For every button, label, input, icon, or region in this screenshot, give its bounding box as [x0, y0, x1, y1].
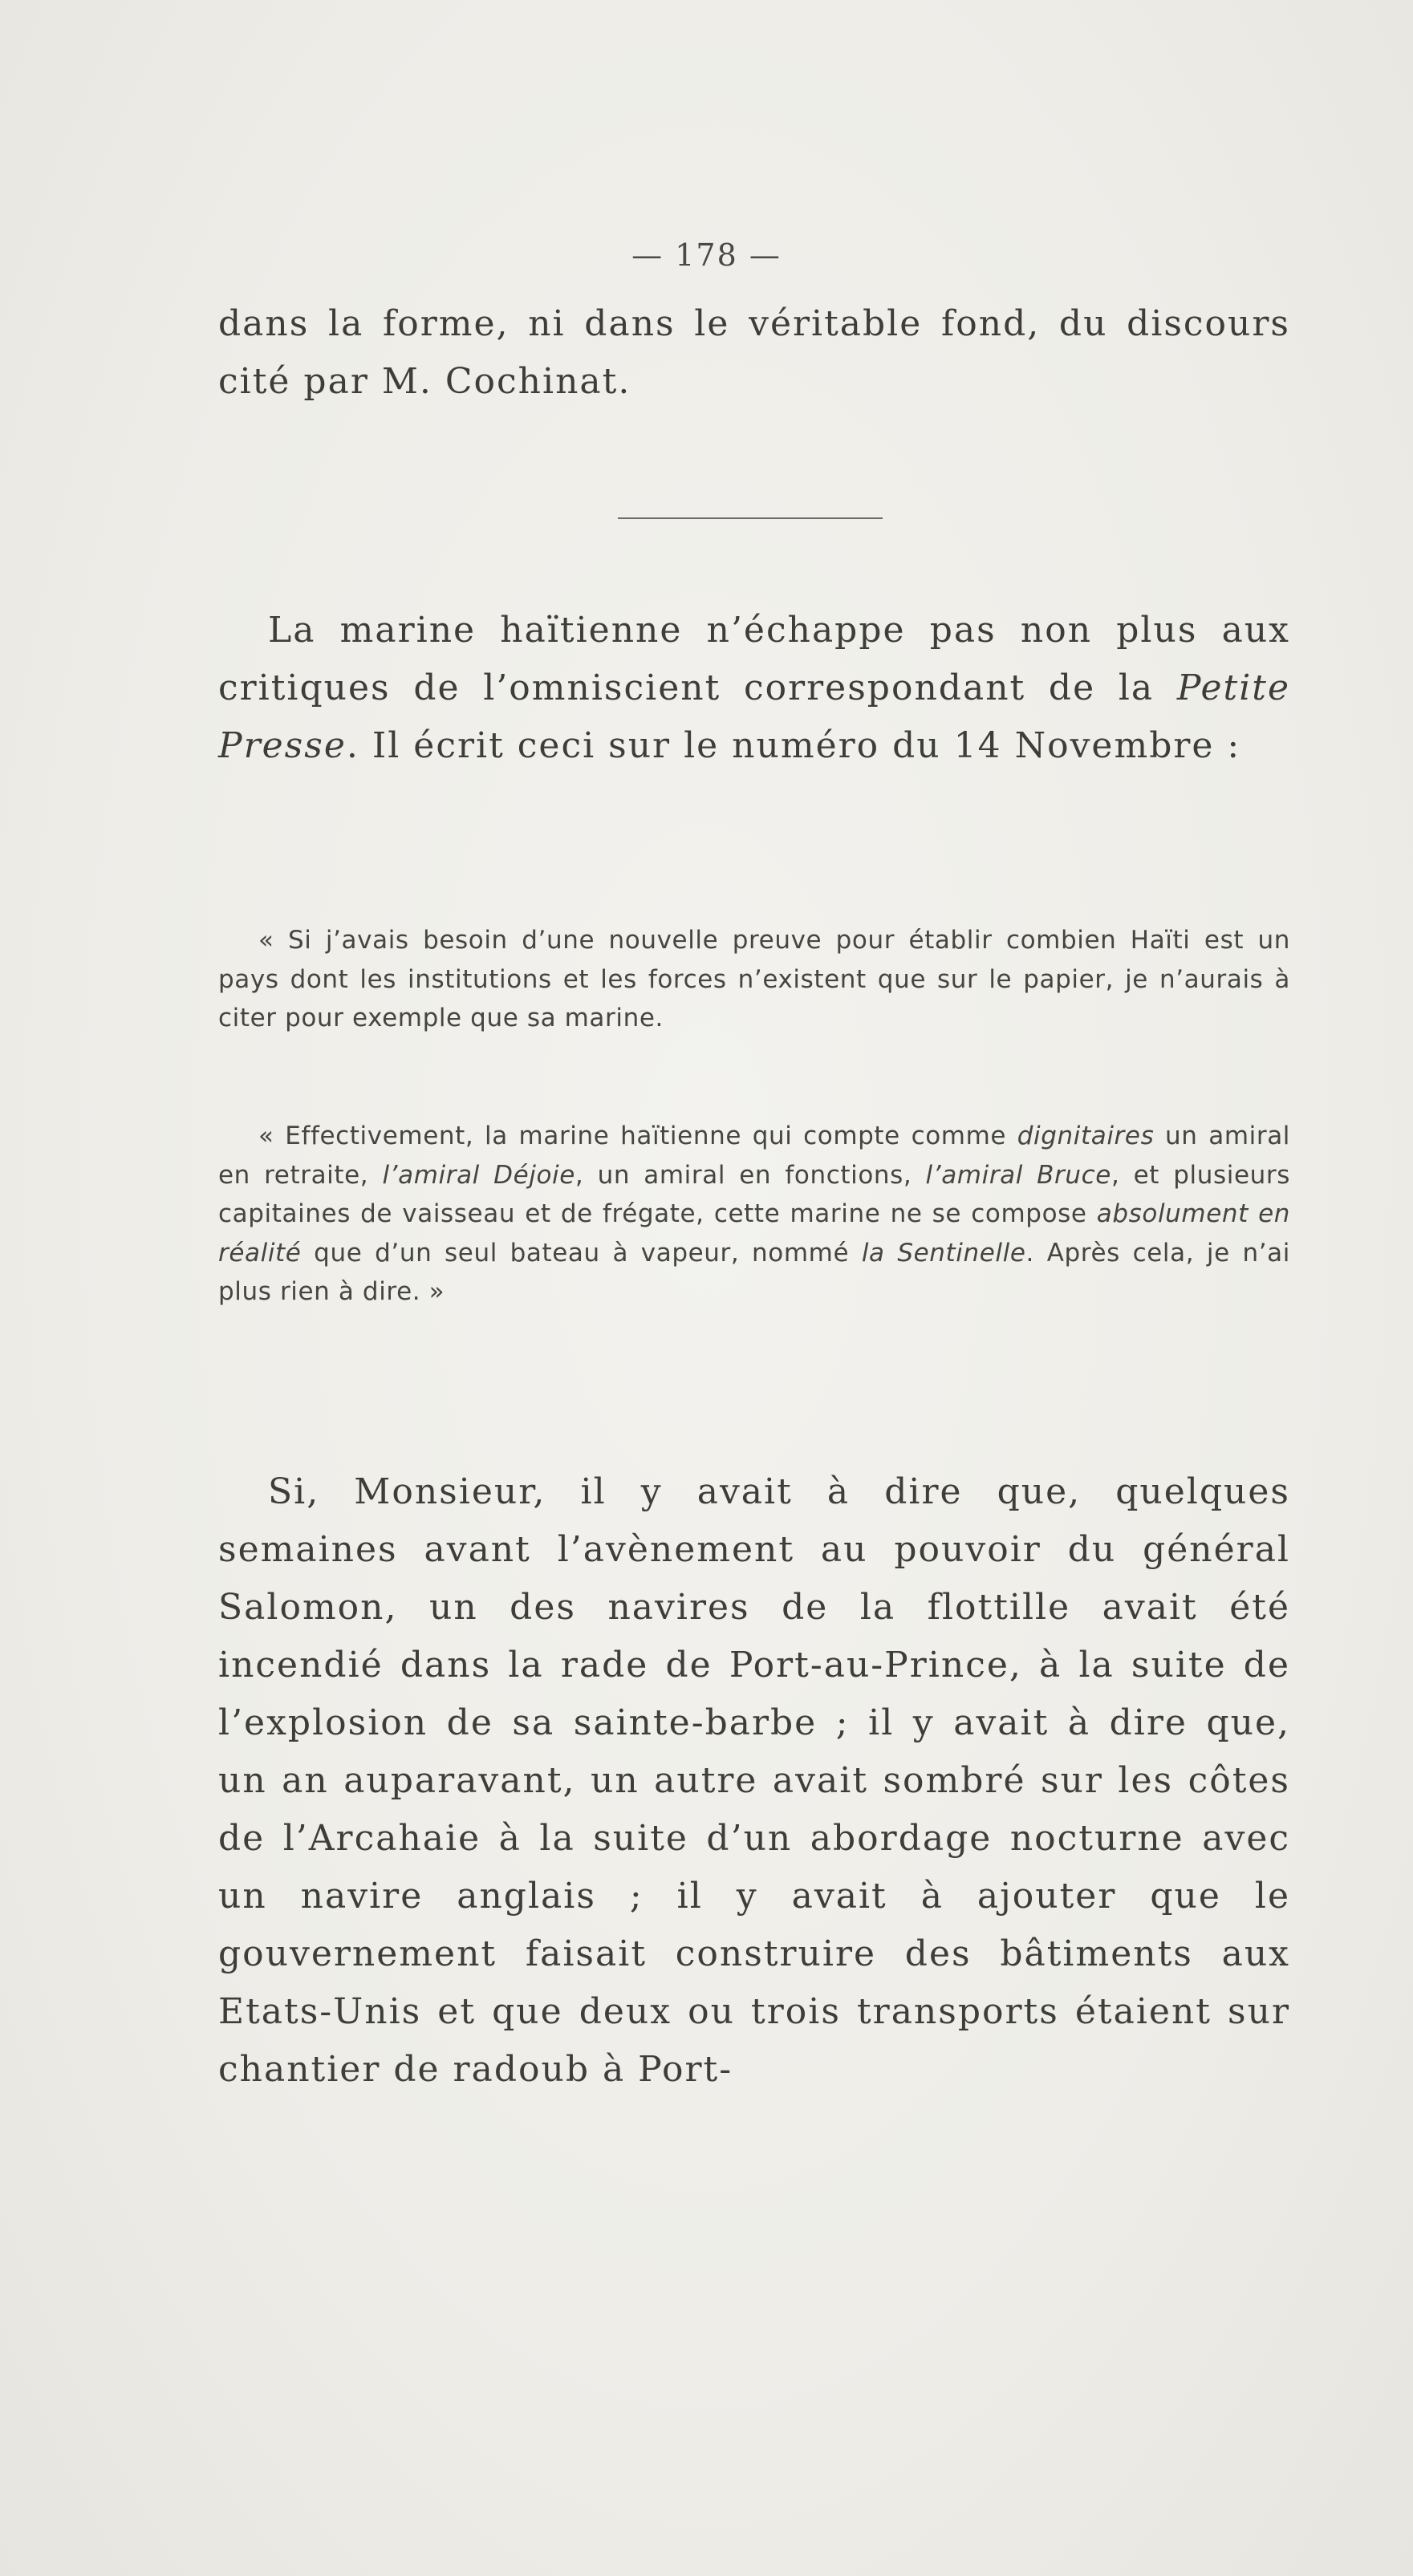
- quotation-paragraph-1: « Si j’avais besoin d’une nouvelle preuve pour établir combien Haïti est un pays dont les institutions et les forces n’existent que sur le papier, je n’aurais à citer pour exemple que sa marine.: [218, 926, 1290, 1032]
- quote-italic: dignitaires: [1017, 1122, 1155, 1150]
- quote-italic: absolument en réalité: [218, 1199, 1291, 1268]
- quote-text: que d’un seul bateau à vapeur, nommé: [301, 1238, 862, 1268]
- quote-text: « Effectivement, la marine haïtienne qui compte comme: [258, 1122, 1017, 1150]
- quote-text: , et plusieurs capitaines de vaisseau et de frégate, cette marine ne se compose: [218, 1160, 1290, 1228]
- page-number: — 178 —: [631, 237, 782, 273]
- quote-text: . Après cela, je n’ai plus rien à dire. »: [218, 1238, 1290, 1306]
- quote-text: , un amiral en fonctions,: [575, 1160, 926, 1190]
- paragraph-text: La marine haïtienne n’échappe pas non plus aux critiques de l’omniscient correspondant de la: [218, 610, 1290, 708]
- quote-italic: l’amiral Déjoie: [382, 1160, 575, 1190]
- paragraph-continuation: dans la forme, ni dans le véritable fond, du discours cité par M. Cochinat.: [218, 303, 1290, 402]
- quotation-paragraph-2: [218, 1117, 1290, 1312]
- paragraph-reply: Si, Monsieur, il y avait à dire que, quelques semaines avant l’avènement au pouvoir du général Salomon, un des navires de la flottille avait été incendié dans la rade de Port-au-Prince, à la suite de l’explosion de sa sainte-barbe ; il y avait à dire que, un an auparavant, un autre avait sombré sur les côtes de l’Arcahaie à la suite d’un abordage nocturne avec un navire anglais ; il y avait à ajouter que le gouvernement faisait construire des bâtiments aux Etats-Unis et que deux ou trois transports étaient sur chantier de radoub à Port-: [218, 1471, 1290, 2090]
- paragraph-marine-intro: [218, 602, 1290, 775]
- newspaper-title: Petite Presse: [218, 667, 1290, 766]
- paragraph-text: . Il écrit ceci sur le numéro du 14 Novembre :: [346, 725, 1241, 766]
- section-divider: [618, 517, 883, 519]
- quote-text: un amiral en retraite,: [218, 1122, 1291, 1190]
- quote-italic: l’amiral Bruce: [925, 1160, 1111, 1190]
- quote-italic: la Sentinelle: [861, 1238, 1026, 1268]
